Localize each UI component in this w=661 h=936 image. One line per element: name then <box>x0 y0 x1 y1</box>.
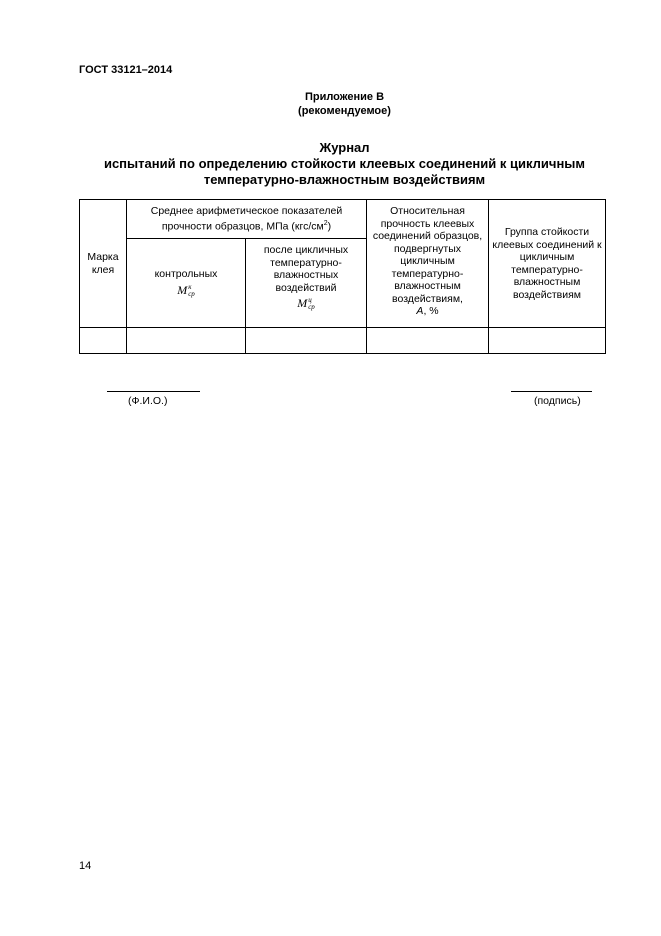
sign-caption: (подпись) <box>534 395 581 407</box>
journal-title-line1: Журнал <box>319 140 370 155</box>
page-number: 14 <box>79 860 92 872</box>
name-signature-line <box>107 391 200 392</box>
header-strength-group: Среднее арифметическое показателей прочности образцов, МПа $(кгс/см^2)$ <box>127 200 367 239</box>
cell-control[interactable] <box>127 328 246 354</box>
header-after-cyclic: после цикличных температурно-влажностных воздействий M ц ср <box>246 239 367 328</box>
journal-title <box>0 140 661 188</box>
cell-after-cyclic[interactable] <box>246 328 367 354</box>
appendix-status: (рекомендуемое) <box>298 105 391 117</box>
after-cyclic-symbol: M ц ср <box>297 296 315 312</box>
appendix-title: Приложение В <box>304 91 385 103</box>
table-row <box>80 328 606 354</box>
journal-table <box>79 199 606 354</box>
header-brand: Марка клея <box>80 200 127 328</box>
header-resistance-group: Группа стойкости клеевых соединений к цикличным температурно-влажностным воздействиям <box>489 200 606 328</box>
sign-signature-line <box>511 391 592 392</box>
cell-group[interactable] <box>489 328 606 354</box>
journal-title-line2: испытаний по определению стойкости клеевых соединений к цикличным <box>103 156 586 171</box>
header-relative-strength: Относительная прочность клеевых соединений образцов, подвергнутых цикличным температурно-влажностным воздействиям, A, % <box>367 200 489 328</box>
header-control: контрольных M к ср <box>127 239 246 328</box>
cell-brand[interactable] <box>80 328 127 354</box>
standard-number: ГОСТ 33121–2014 <box>79 64 173 76</box>
journal-title-line3: температурно-влажностным воздействиям <box>203 172 486 187</box>
cell-relative[interactable] <box>367 328 489 354</box>
appendix-heading <box>0 90 661 118</box>
name-caption: (Ф.И.О.) <box>128 395 168 407</box>
control-symbol: M к ср <box>177 282 195 298</box>
